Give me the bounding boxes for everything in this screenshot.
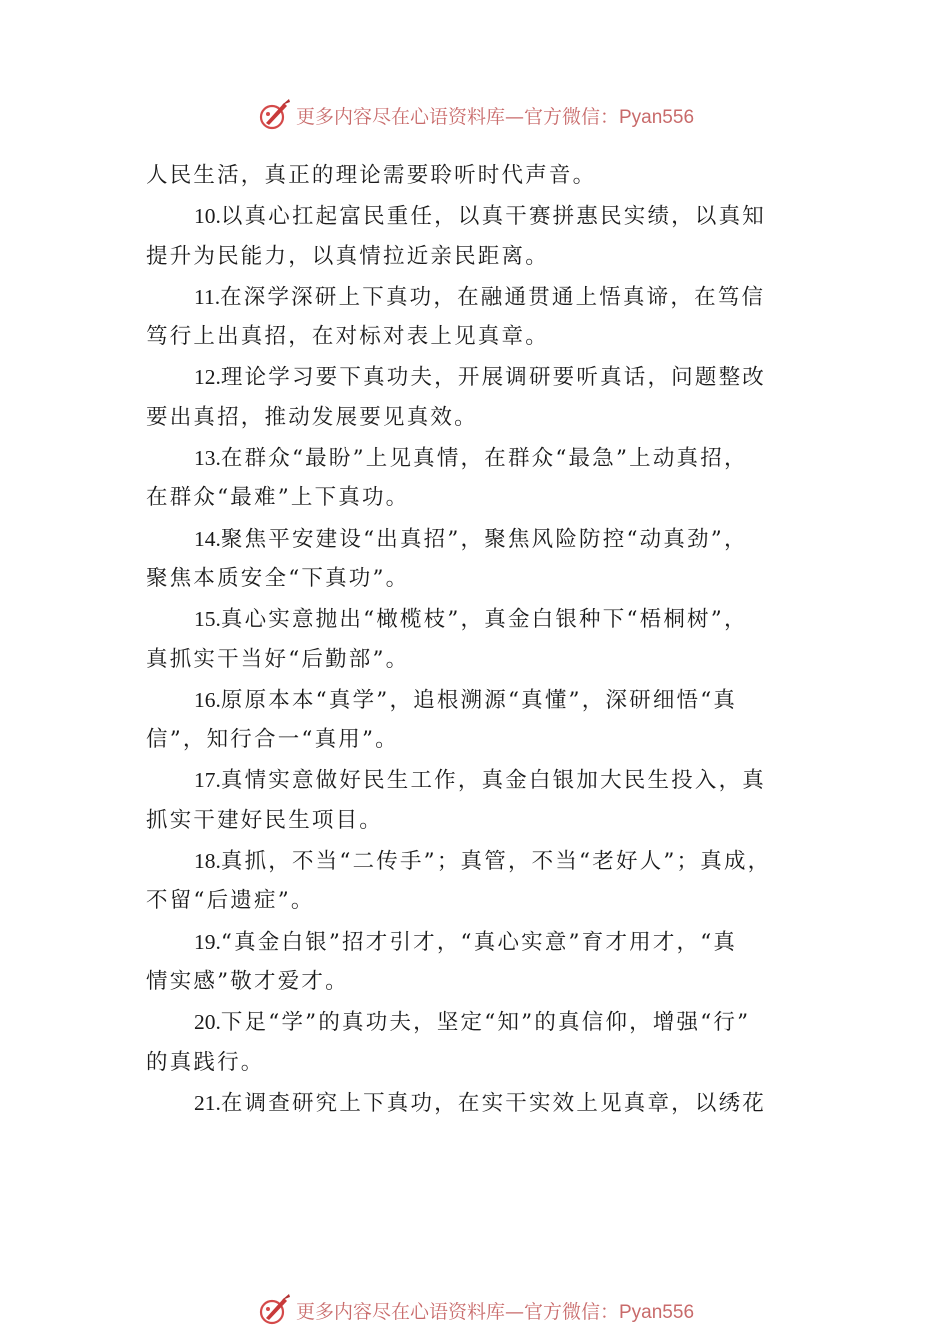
line-text: 以真心扛起富民重任，以真干赛拼惠民实绩，以真知 xyxy=(220,204,766,230)
text-line xyxy=(146,841,806,881)
item-number: 19. xyxy=(194,929,221,954)
text-line xyxy=(146,720,806,760)
watermark-text: 更多内容尽在心语资料库—官方微信：Pyan556 xyxy=(295,105,695,128)
line-text: 聚焦本质安全“下真功”。 xyxy=(146,565,410,591)
line-text: 笃行上出真招，在对标对表上见真章。 xyxy=(146,324,549,350)
text-line xyxy=(146,1083,806,1123)
line-text: “真金白银”招才引才，“真心实意”育才用才，“真 xyxy=(220,929,738,955)
line-text: 在调查研究上下真功，在实干实效上见真章，以绣花 xyxy=(220,1090,766,1116)
item-number: 20. xyxy=(194,1010,221,1035)
line-text: 原原本本“真学”，追根溯源“真懂”，深研细悟“真 xyxy=(220,687,738,713)
line-text: 在群众“最难”上下真功。 xyxy=(146,485,410,511)
line-text: 提升为民能力，以真情拉近亲民距离。 xyxy=(146,243,549,269)
document-body xyxy=(146,156,806,1123)
text-line xyxy=(146,922,806,962)
text-line xyxy=(146,962,806,1002)
quill-logo-icon xyxy=(256,97,292,133)
header-watermark xyxy=(0,95,950,135)
text-line xyxy=(146,357,806,397)
text-line xyxy=(146,559,806,599)
line-text: 在群众“最盼”上见真情，在群众“最急”上动真招， xyxy=(220,446,748,472)
text-line xyxy=(146,599,806,639)
item-number: 12. xyxy=(194,365,221,390)
footer-watermark xyxy=(0,1290,950,1330)
text-line xyxy=(146,398,806,438)
line-text: 要出真招，推动发展要见真效。 xyxy=(146,404,478,430)
line-text: 在深学深研上下真功，在融通贯通上悟真谛，在笃信 xyxy=(220,284,766,310)
line-text: 不留“后遗症”。 xyxy=(146,888,315,914)
watermark-text: 更多内容尽在心语资料库—官方微信：Pyan556 xyxy=(295,1300,695,1323)
line-text: 的真践行。 xyxy=(146,1049,265,1075)
item-number: 18. xyxy=(194,849,221,874)
text-line xyxy=(146,640,806,680)
item-number: 17. xyxy=(194,768,221,793)
text-line xyxy=(146,438,806,478)
text-line xyxy=(146,760,806,800)
item-number: 13. xyxy=(194,446,221,471)
text-line xyxy=(146,478,806,518)
text-line xyxy=(146,1043,806,1083)
text-line xyxy=(146,237,806,277)
text-line xyxy=(146,1002,806,1042)
item-number: 21. xyxy=(194,1090,221,1115)
line-text: 人民生活，真正的理论需要聆听时代声音。 xyxy=(146,163,597,188)
item-number: 15. xyxy=(194,607,221,632)
quill-logo-icon xyxy=(256,1292,292,1328)
line-text: 真抓，不当“二传手”；真管，不当“老好人”；真成， xyxy=(220,849,772,875)
line-text: 聚焦平安建设“出真招”，聚焦风险防控“动真劲”， xyxy=(220,526,748,552)
item-number: 10. xyxy=(194,204,221,229)
text-line xyxy=(146,277,806,317)
text-line xyxy=(146,317,806,357)
line-text: 信”，知行合一“真用”。 xyxy=(146,727,399,753)
line-text: 真情实意做好民生工作，真金白银加大民生投入，真 xyxy=(220,768,766,794)
text-line xyxy=(146,196,806,236)
text-line xyxy=(146,156,806,196)
text-line xyxy=(146,881,806,921)
text-line xyxy=(146,519,806,559)
line-text: 真抓实干当好“后勤部”。 xyxy=(146,646,410,672)
line-text: 真心实意抛出“橄榄枝”，真金白银种下“梧桐树”， xyxy=(220,607,748,633)
line-text: 下足“学”的真功夫，坚定“知”的真信仰，增强“行” xyxy=(220,1010,751,1036)
line-text: 情实感”敬才爱才。 xyxy=(146,968,349,994)
item-number: 11. xyxy=(194,284,221,309)
line-text: 理论学习要下真功夫，开展调研要听真话，问题整改 xyxy=(220,365,766,391)
item-number: 16. xyxy=(194,687,221,712)
item-number: 14. xyxy=(194,526,221,551)
line-text: 抓实干建好民生项目。 xyxy=(146,807,384,833)
text-line xyxy=(146,680,806,720)
text-line xyxy=(146,801,806,841)
